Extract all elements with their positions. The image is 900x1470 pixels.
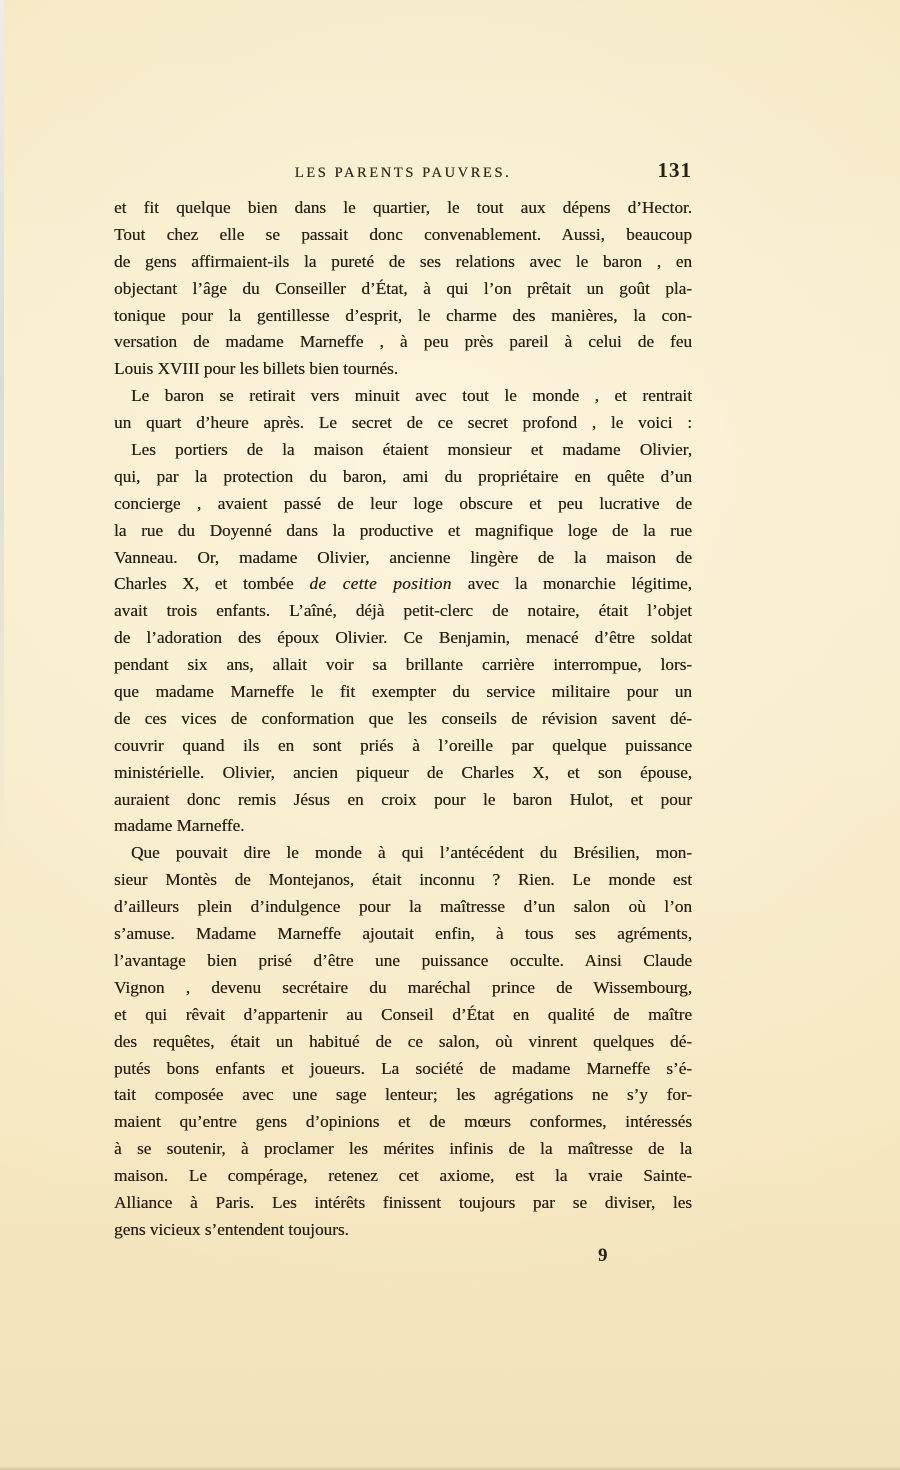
text-line: putés bons enfants et joueurs. La société de madame Marneffe s’é- — [114, 1058, 692, 1078]
text-line: qui, par la protection du baron, ami du propriétaire en quête d’un — [114, 466, 692, 486]
text-line: couvrir quand ils en sont priés à l’oreille par quelque puissance — [114, 735, 692, 755]
text-line: la rue du Doyenné dans la productive et magnifique loge de la rue — [114, 520, 692, 540]
text-line: ministérielle. Olivier, ancien piqueur de Charles X, et son épouse, — [114, 762, 692, 782]
text-line: des requêtes, était un habitué de ce salon, où vinrent quelques dé- — [114, 1031, 692, 1051]
text-line: sieur Montès de Montejanos, était inconnu ? Rien. Le monde est — [114, 870, 692, 890]
text-line: Les portiers de la maison étaient monsieur et madame Olivier, — [131, 440, 692, 460]
text-line: de ces vices de conformation que les conseils de révision savent dé- — [114, 708, 692, 728]
text-line: Vanneau. Or, madame Olivier, ancienne lingère de la maison de — [114, 547, 692, 567]
text-line: l’avantage bien prisé d’être une puissance occulte. Ainsi Claude — [114, 950, 692, 970]
text-line: Que pouvait dire le monde à qui l’antécédent du Brésilien, mon- — [131, 843, 692, 863]
text-line: un quart d’heure après. Le secret de ce secret profond , le voici : — [114, 413, 692, 433]
running-head-title: LES PARENTS PAUVRES. — [294, 165, 512, 181]
text-line: Alliance à Paris. Les intérêts finissent toujours par se diviser, les — [114, 1192, 692, 1212]
page-number: 131 — [657, 158, 692, 182]
text-block — [114, 195, 692, 1244]
text-line: tait composée avec une sage lenteur; les agrégations ne s’y for- — [114, 1085, 692, 1105]
text-line: maient qu’entre gens d’opinions et de mœurs conformes, intéressés — [114, 1112, 692, 1132]
text-line: auraient donc remis Jésus en croix pour le baron Hulot, et pour — [114, 789, 692, 809]
text-line: madame Marneffe. — [114, 816, 245, 836]
text-line: à se soutenir, à proclamer les mérites infinis de la maîtresse de la — [114, 1139, 692, 1159]
text-line: s’amuse. Madame Marneffe ajoutait enfin, à tous ses agréments, — [114, 924, 692, 944]
scan-edge-left — [0, 0, 4, 860]
paragraph — [114, 383, 692, 437]
text-line: que madame Marneffe le fit exempter du service militaire pour un — [114, 682, 692, 702]
text-line: pendant six ans, allait voir sa brillante carrière interrompue, lors- — [114, 655, 692, 675]
text-line: Tout chez elle se passait donc convenablement. Aussi, beaucoup — [114, 224, 692, 244]
signature-mark: 9 — [598, 1245, 608, 1266]
text-line: de gens affirmaient-ils la pureté de ses relations avec le baron , en — [114, 251, 692, 271]
text-line: de l’adoration des époux Olivier. Ce Benjamin, menacé d’être soldat — [114, 628, 692, 648]
text-line: Le baron se retirait vers minuit avec tout le monde , et rentrait — [131, 386, 692, 406]
text-line: et fit quelque bien dans le quartier, le tout aux dépens d’Hector. — [114, 198, 692, 217]
text-line: Louis XVIII pour les billets bien tournés. — [114, 359, 399, 379]
scan-edge-bottom — [0, 1466, 900, 1470]
text-line: objectant l’âge du Conseiller d’État, à qui l’on prêtait un goût pla- — [114, 278, 692, 298]
text-line: et qui rêvait d’appartenir au Conseil d’État en qualité de maître — [114, 1004, 692, 1024]
running-head — [114, 160, 692, 188]
text-line: Vignon , devenu secrétaire du maréchal prince de Wissembourg, — [114, 977, 692, 997]
text-line: maison. Le compérage, retenez cet axiome, est la vraie Sainte- — [114, 1166, 692, 1186]
text-line: Charles X, et tombée de cette position avec la monarchie légitime, — [114, 574, 692, 594]
paragraph — [114, 437, 692, 840]
paragraph — [114, 840, 692, 1243]
text-line: tonique pour la gentillesse d’esprit, le charme des manières, la con- — [114, 305, 692, 325]
text-line: avait trois enfants. L’aîné, déjà petit-clerc de notaire, était l’objet — [114, 601, 692, 621]
text-line: concierge , avaient passé de leur loge obscure et peu lucrative de — [114, 493, 692, 513]
text-line: d’ailleurs plein d’indulgence pour la maîtresse d’un salon où l’on — [114, 897, 692, 917]
text-line: gens vicieux s’entendent toujours. — [114, 1219, 349, 1239]
paragraph — [114, 195, 692, 383]
text-line: versation de madame Marneffe , à peu près pareil à celui de feu — [114, 332, 692, 352]
